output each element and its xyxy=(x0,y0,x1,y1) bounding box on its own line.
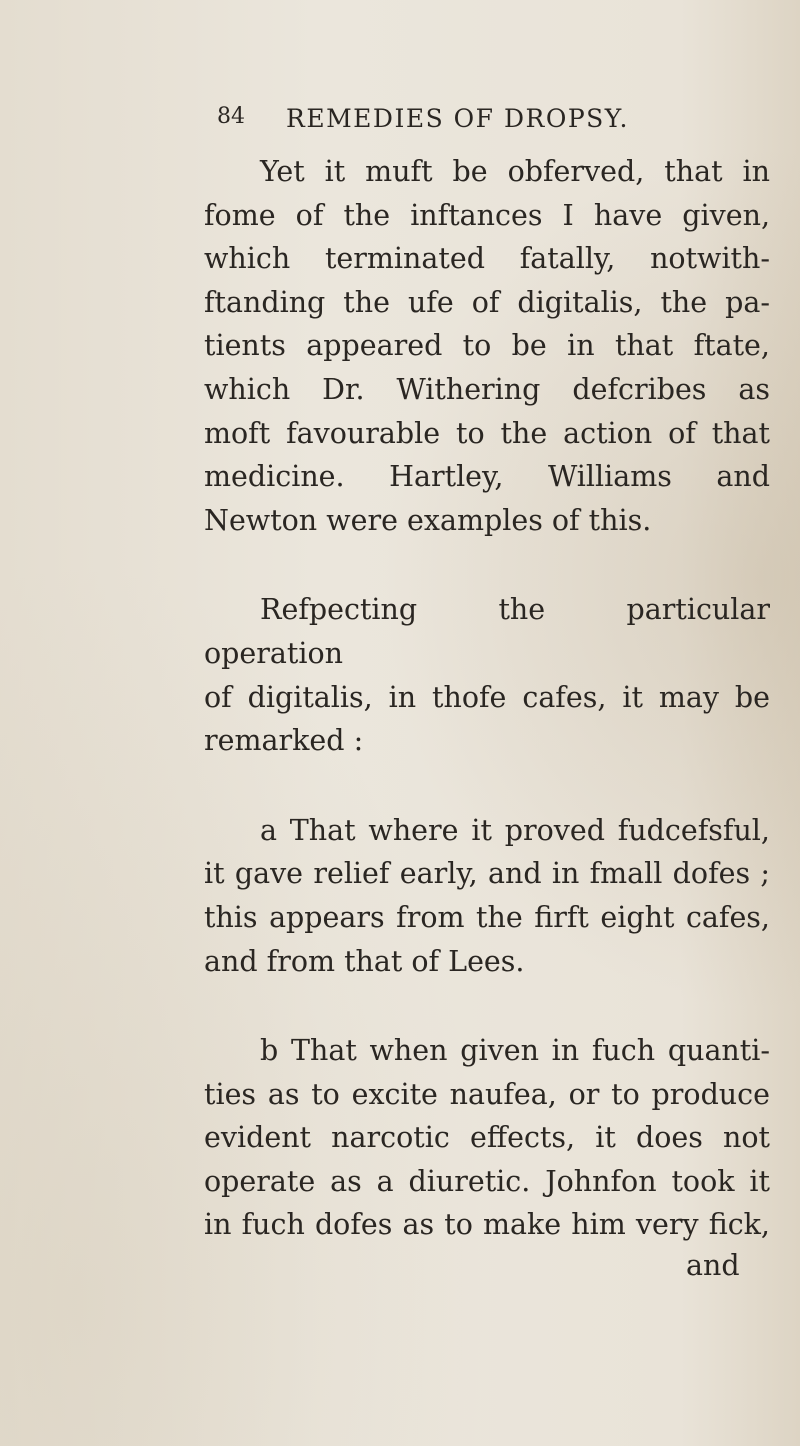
body-text xyxy=(204,150,770,1247)
text-line: remarked : xyxy=(204,724,364,758)
running-title-text: REMEDIES OF DROPSY. xyxy=(286,104,629,133)
catchword: and xyxy=(686,1249,740,1283)
text-line: fome of the inftances I have given, xyxy=(204,198,770,232)
text-line: Refpecting the particular operation xyxy=(204,593,770,670)
text-line: tients appeared to be in that ftate, xyxy=(204,329,770,363)
text-line: which Dr. Withering defcribes as xyxy=(204,372,770,406)
text-line: this appears from the firft eight cafes, xyxy=(204,900,770,934)
running-title xyxy=(210,104,730,133)
text-line: Yet it muft be obferved, that in xyxy=(260,155,770,188)
text-line: b That when given in fuch quanti- xyxy=(260,1034,770,1068)
text-line: a That where it proved fudcefsful, xyxy=(260,813,770,847)
paragraph xyxy=(204,588,770,762)
text-line: medicine. Hartley, Williams and xyxy=(204,460,770,494)
paragraph xyxy=(204,1029,770,1247)
text-line: ftanding the ufe of digitalis, the pa- xyxy=(204,285,770,319)
text-line: which terminated fatally, notwith- xyxy=(204,242,770,276)
page-number: 84 xyxy=(217,104,245,129)
text-line: operate as a diuretic. Johnfon took it xyxy=(204,1164,770,1198)
text-line: of digitalis, in thofe cafes, it may be xyxy=(204,680,770,714)
text-line: in fuch dofes as to make him very fick, xyxy=(204,1208,770,1242)
text-line: it gave relief early, and in fmall dofes ; xyxy=(204,857,770,891)
text-line: evident narcotic effects, it does not xyxy=(204,1121,770,1155)
text-line: and from that of Lees. xyxy=(204,944,525,978)
paragraph xyxy=(204,150,770,542)
text-line: Newton were examples of this. xyxy=(204,503,652,537)
text-line: moft favourable to the action of that xyxy=(204,416,770,450)
text-line: ties as to excite naufea, or to produce xyxy=(204,1077,770,1111)
paragraph xyxy=(204,809,770,983)
